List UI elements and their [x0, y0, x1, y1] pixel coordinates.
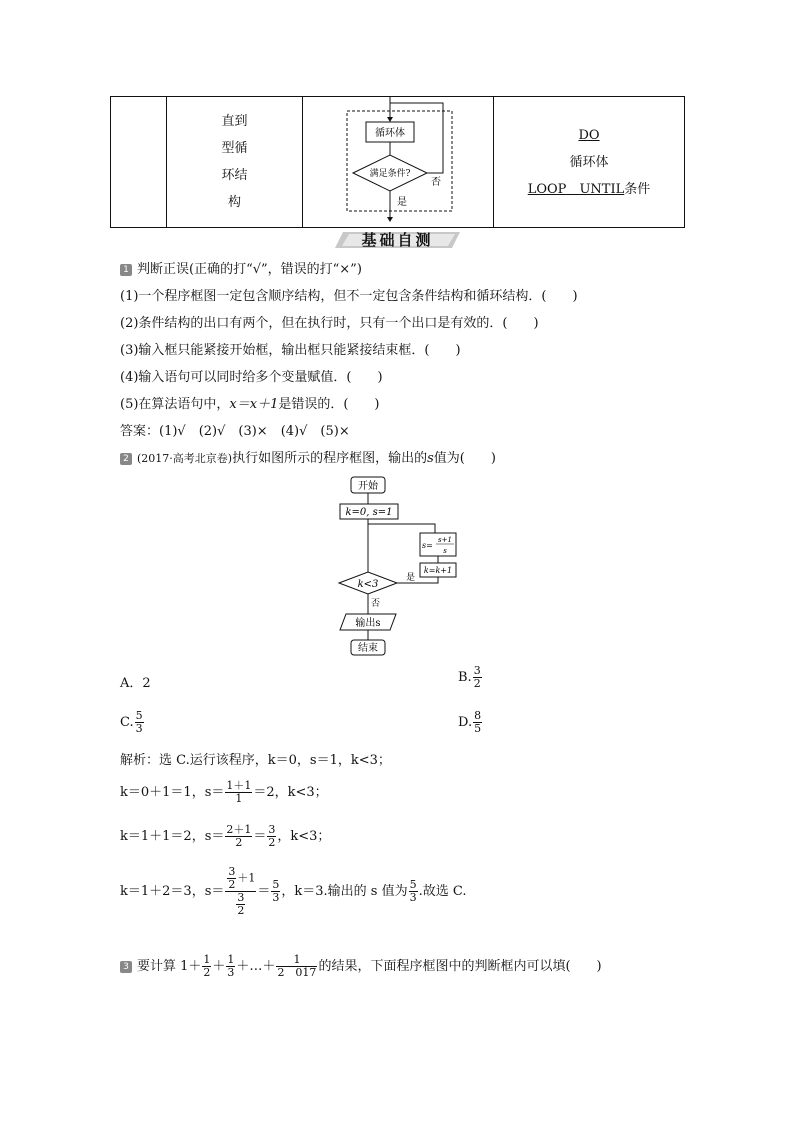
- structure-name-line: 直到: [221, 114, 248, 129]
- structure-name-line: 构: [227, 195, 241, 210]
- flow-s-den: s: [443, 547, 447, 555]
- q3-text: 要计算 1＋: [137, 959, 202, 974]
- frac-den: 2: [268, 836, 276, 849]
- frac-num: 5: [272, 878, 280, 891]
- frac-den: 2: [235, 836, 243, 849]
- frac-num: 3: [473, 664, 481, 677]
- sol-fraction: [225, 780, 252, 805]
- loop-body-text: 循环体: [569, 154, 609, 170]
- frac-num: 3: [237, 891, 245, 904]
- frac-num: 8: [474, 709, 482, 722]
- table-cell-flowchart: [303, 97, 494, 228]
- q3-text: ＋…＋: [236, 959, 276, 974]
- frac-num: 1: [227, 953, 235, 966]
- q1-item5-post: 是错误的．( ): [278, 397, 380, 412]
- q1-item: [120, 397, 380, 413]
- sol-text: k＝1＋2＝3，s＝: [120, 884, 225, 899]
- frac-den: 2: [237, 904, 245, 917]
- option-d-label: D.: [458, 715, 473, 730]
- flow-output: 输出s: [355, 618, 381, 629]
- question-number-icon: 2: [120, 453, 132, 465]
- frac-num: 2＋1: [226, 823, 252, 836]
- flow-yes: 是: [406, 573, 416, 583]
- sol-inner-fraction: [227, 866, 236, 891]
- solution-line: [120, 866, 467, 917]
- flow-s-num: s+1: [438, 536, 452, 544]
- flow-inc: k=k+1: [423, 566, 453, 575]
- q1-item5-pre: (5)在算法语句中，: [120, 397, 230, 412]
- table-cell-statement: [494, 97, 685, 228]
- solution-line: 解析：选 C.运行该程序，k＝0，s＝1，k<3；: [120, 753, 391, 768]
- banner-title: 基础自测: [361, 231, 434, 249]
- until-loop-flowchart: [303, 97, 493, 227]
- option-c-fraction: [135, 710, 144, 735]
- q3-text: 的结果，下面程序框图中的判断框内可以填( ): [318, 959, 602, 974]
- frac-num: 3: [268, 823, 276, 836]
- sol-inner-fraction: [236, 892, 245, 917]
- frac-den: 5: [474, 722, 482, 735]
- option-b-label: B.: [458, 670, 472, 685]
- q3-fraction: [202, 954, 211, 979]
- q1-item: (1)一个程序框图一定包含顺序结构，但不一定包含条件结构和循环结构．( ): [120, 289, 578, 304]
- flow-end: 结束: [358, 643, 378, 654]
- structure-name-line: 环结: [221, 168, 248, 183]
- flow-yes-label: 是: [397, 197, 407, 208]
- frac-den: 2: [203, 966, 211, 979]
- q3-fraction: [226, 954, 235, 979]
- sol-text: ，k<3；: [277, 829, 331, 844]
- frac-den: 2 017: [277, 966, 317, 979]
- sol-text: .故选 C.: [418, 884, 467, 899]
- option-d: [458, 710, 483, 735]
- q2-stem-var: s: [427, 451, 434, 466]
- frac-den: 3: [272, 891, 280, 904]
- loop-keyword: LOOP: [527, 181, 567, 197]
- frac-den: 3: [227, 966, 235, 979]
- question-number-icon: 1: [120, 264, 132, 276]
- question-number-icon: 3: [120, 961, 132, 973]
- sol-text: k＝0＋1＝1，s＝: [120, 785, 225, 800]
- frac-num: 5: [409, 878, 417, 891]
- q3-text: ＋: [212, 959, 226, 974]
- q3-fraction: [276, 954, 317, 979]
- frac-den: 3: [409, 891, 417, 904]
- option-d-fraction: [473, 710, 482, 735]
- q1-item: (2)条件结构的出口有两个，但在执行时，只有一个出口是有效的．( ): [120, 316, 539, 331]
- q1-item5-math: x＝x＋1: [229, 397, 279, 412]
- solution-line: [120, 780, 328, 805]
- sol-fraction: [225, 824, 252, 849]
- until-keyword: UNTIL: [579, 181, 625, 197]
- frac-num: 1: [276, 954, 317, 967]
- do-keyword: DO: [578, 127, 600, 143]
- sol-text: k＝1＋1＝2，s＝: [120, 829, 225, 844]
- sol-text: ，k＝3.输出的 s 值为: [281, 884, 408, 899]
- sol-fraction: [409, 879, 418, 904]
- structure-name-line: 型循: [221, 141, 248, 156]
- option-c: [120, 710, 145, 735]
- frac-num: 1＋1: [226, 779, 252, 792]
- solution-line: [120, 824, 330, 849]
- frac-den: 2: [473, 677, 481, 690]
- frac-num: 3: [228, 865, 236, 878]
- flow-no: 否: [371, 599, 381, 609]
- flow-init: k=0, s=1: [345, 507, 393, 518]
- sol-text: ＝: [253, 829, 267, 844]
- sol-text: ＝2，k<3；: [253, 785, 328, 800]
- flow-s-lhs: s=: [422, 541, 433, 550]
- frac-den: [225, 892, 256, 917]
- flow-loop-body-label: 循环体: [375, 128, 405, 139]
- q1-answer: 答案：(1)√ (2)√ (3)× (4)√ (5)×: [120, 424, 350, 439]
- flow-start: 开始: [358, 481, 378, 492]
- option-a: A．2: [120, 676, 151, 691]
- q1-stem: [120, 262, 362, 278]
- q3-stem: [120, 954, 602, 979]
- frac-den: 2: [228, 878, 236, 891]
- q2-source: (2017·高考北京卷): [137, 452, 233, 465]
- sol-complex-fraction: [225, 866, 256, 917]
- frac-num: 5: [135, 709, 143, 722]
- option-c-label: C.: [120, 715, 134, 730]
- q1-stem-text: 判断正误(正确的打“√”，错误的打“×”): [137, 262, 362, 277]
- option-b: [458, 665, 483, 690]
- flow-cond: k<3: [357, 579, 379, 590]
- flow-condition-label: 满足条件?: [369, 169, 411, 179]
- sol-fraction: [267, 824, 276, 849]
- q1-item: (3)输入框只能紧接开始框，输出框只能紧接结束框．( ): [120, 343, 461, 358]
- condition-text: 条件: [624, 181, 651, 197]
- sol-fraction: [271, 879, 280, 904]
- table-cell-empty: [111, 97, 167, 228]
- frac-num: 1: [203, 953, 211, 966]
- q2-stem: [120, 451, 496, 467]
- q2-stem-post: 值为( ): [433, 451, 496, 466]
- frac-den: 3: [135, 722, 143, 735]
- sol-text: ＋1: [237, 871, 256, 885]
- option-b-fraction: [473, 665, 482, 690]
- table-cell-structure-name: [167, 97, 303, 228]
- loop-structure-table: [110, 96, 685, 228]
- frac-num: [225, 866, 256, 892]
- sol-text: ＝: [257, 884, 271, 899]
- section-banner: [335, 230, 460, 250]
- frac-den: 1: [235, 792, 243, 805]
- q2-stem-text: 执行如图所示的程序框图，输出的: [232, 451, 428, 466]
- q2-flowchart: [330, 474, 470, 659]
- q1-item: (4)输入语句可以同时给多个变量赋值．( ): [120, 370, 383, 385]
- flow-no-label: 否: [431, 177, 441, 188]
